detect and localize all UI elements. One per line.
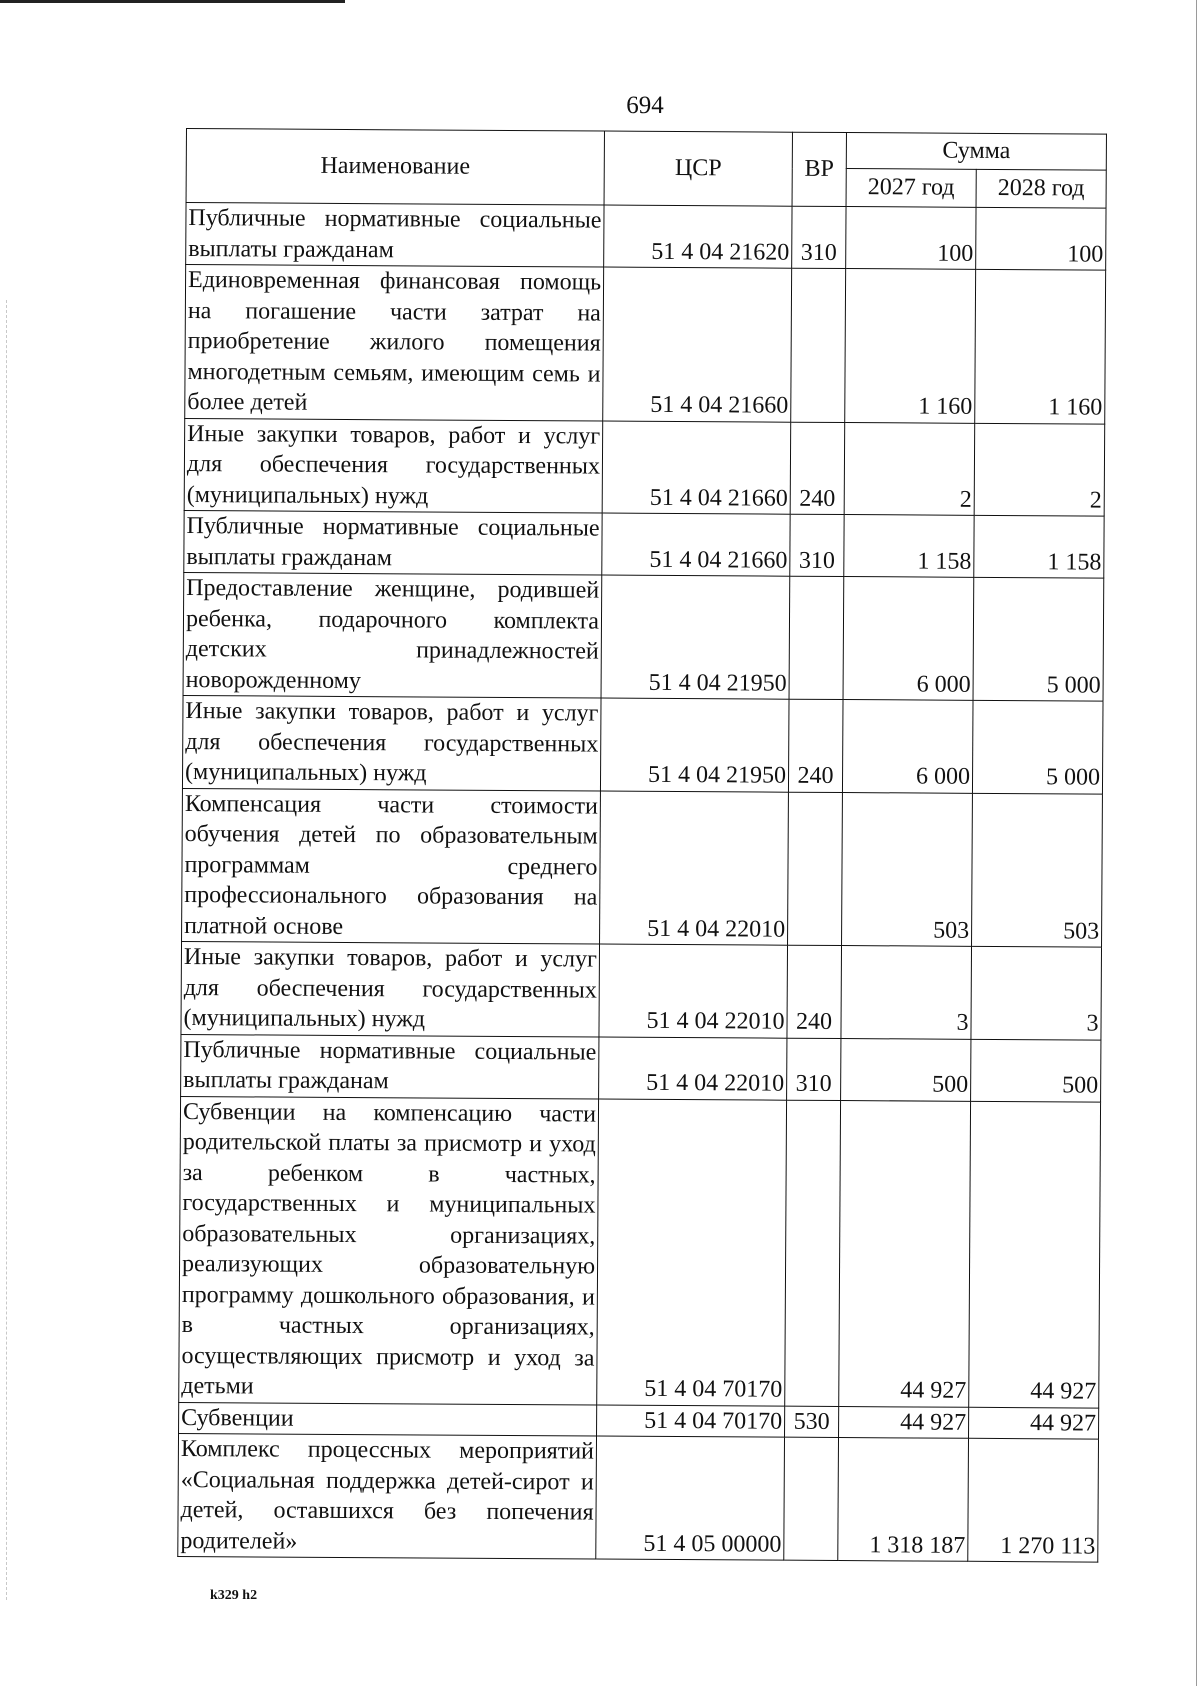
- table-body: [178, 203, 1106, 1563]
- row-vr: [789, 576, 844, 699]
- row-name: Субвенции: [179, 1402, 597, 1436]
- row-sum-2027: 3: [841, 946, 972, 1039]
- row-sum-2027: 100: [846, 207, 976, 270]
- row-sum-2027: 1 160: [845, 269, 976, 423]
- table-row: [178, 1433, 1099, 1562]
- row-vr: [784, 1437, 839, 1560]
- row-name: Иные закупки товаров, работ и услуг для обеспечения государственных (муниципальных) нужд: [181, 941, 600, 1036]
- table-row: [186, 203, 1106, 271]
- scan-edge-mark: [0, 0, 345, 3]
- row-vr: 310: [790, 514, 844, 576]
- header-year-2028: 2028 год: [976, 169, 1106, 208]
- row-csr: 51 4 04 22010: [599, 944, 788, 1038]
- row-sum-2027: 6 000: [843, 577, 974, 701]
- row-csr: 51 4 04 70170: [597, 1405, 785, 1438]
- table-row: [181, 1034, 1101, 1102]
- scan-edge-left: [6, 300, 7, 1600]
- row-sum-2028: 2: [974, 423, 1105, 516]
- header-name: Наименование: [186, 129, 604, 206]
- row-csr: 51 4 04 21660: [603, 267, 792, 422]
- scan-edge-right: [1196, 0, 1197, 1686]
- row-csr: 51 4 04 21660: [602, 513, 790, 576]
- row-vr: 240: [790, 422, 845, 515]
- footer-code: k329 h2: [210, 1588, 258, 1603]
- page-number: 694: [626, 92, 664, 119]
- table-row: [179, 1096, 1101, 1408]
- header-vr: ВР: [792, 132, 846, 206]
- row-vr: [791, 268, 846, 422]
- row-csr: 51 4 04 22010: [599, 1037, 787, 1100]
- table-row: [181, 941, 1102, 1039]
- row-vr: 240: [788, 699, 843, 792]
- row-sum-2028: 503: [972, 793, 1103, 947]
- row-sum-2028: 1 158: [974, 515, 1104, 578]
- row-sum-2028: 44 927: [969, 1407, 1099, 1439]
- row-name: Предоставление женщине, родившей ребенка, подарочного комплекта детских принадлежностей новорожденному: [183, 572, 602, 698]
- row-sum-2027: 2: [844, 422, 975, 515]
- table-row: [182, 695, 1103, 793]
- table-row: [184, 510, 1104, 578]
- row-sum-2028: 100: [976, 207, 1106, 270]
- row-sum-2028: 5 000: [972, 700, 1103, 793]
- header-sum: Сумма: [846, 133, 1106, 171]
- row-sum-2028: 1 270 113: [968, 1438, 1099, 1562]
- row-csr: 51 4 05 00000: [596, 1436, 785, 1560]
- table-row: [184, 418, 1105, 516]
- row-csr: 51 4 04 21950: [601, 575, 790, 699]
- row-name: Иные закупки товаров, работ и услуг для обеспечения государственных (муниципальных) нужд: [182, 695, 601, 790]
- row-name: Публичные нормативные социальные выплаты гражданам: [184, 510, 602, 575]
- row-sum-2028: 5 000: [973, 577, 1104, 701]
- row-vr: 310: [787, 1038, 841, 1100]
- budget-table: [177, 128, 1107, 1563]
- header-csr: ЦСР: [604, 131, 792, 206]
- row-sum-2028: 44 927: [969, 1101, 1101, 1408]
- row-sum-2027: 6 000: [842, 700, 973, 793]
- row-sum-2028: 3: [971, 946, 1102, 1039]
- row-sum-2027: 500: [841, 1038, 971, 1101]
- row-csr: 51 4 04 22010: [600, 791, 789, 946]
- row-name: Компенсация части стоимости обучения детей по образовательным программам среднего профессионального образования на платной основе: [182, 788, 601, 944]
- row-name: Публичные нормативные социальные выплаты гражданам: [181, 1034, 599, 1099]
- row-csr: 51 4 04 21620: [604, 205, 792, 268]
- header-year-2027: 2027 год: [846, 169, 976, 208]
- row-vr: 530: [785, 1406, 839, 1438]
- row-name: Субвенции на компенсацию части родительской платы за присмотр и уход за ребенком в частных, государственных и муниципальных образовательных организациях, реализующих образовательную программу дошкольного образования, и в частных организациях, осуществляющих присмотр и уход за детьми: [179, 1096, 599, 1405]
- table-row: [183, 572, 1104, 701]
- table-header: [186, 129, 1106, 209]
- row-vr: [785, 1100, 841, 1406]
- row-sum-2027: 44 927: [839, 1406, 969, 1438]
- table-wrapper: [177, 128, 1106, 1563]
- row-name: Иные закупки товаров, работ и услуг для обеспечения государственных (муниципальных) нужд: [184, 418, 603, 513]
- row-vr: 240: [787, 945, 842, 1038]
- row-name: Единовременная финансовая помощь на погашение части затрат на приобретение жилого помещения многодетным семьям, имеющим семь и более детей: [185, 265, 604, 421]
- row-sum-2027: 1 158: [844, 515, 974, 578]
- row-name: Комплекс процессных мероприятий «Социальная поддержка детей-сирот и детей, оставшихся без попечения родителей»: [178, 1433, 597, 1559]
- row-csr: 51 4 04 70170: [597, 1099, 787, 1406]
- row-sum-2028: 1 160: [975, 269, 1106, 423]
- row-sum-2028: 500: [971, 1039, 1101, 1102]
- row-name: Публичные нормативные социальные выплаты гражданам: [186, 203, 604, 268]
- table-row: [185, 265, 1106, 424]
- row-vr: [788, 792, 843, 946]
- row-sum-2027: 44 927: [839, 1100, 971, 1407]
- row-vr: 310: [792, 206, 846, 268]
- row-csr: 51 4 04 21660: [602, 421, 791, 515]
- table-row: [182, 788, 1103, 947]
- row-sum-2027: 503: [842, 792, 973, 946]
- row-csr: 51 4 04 21950: [600, 698, 789, 792]
- row-sum-2027: 1 318 187: [838, 1438, 969, 1562]
